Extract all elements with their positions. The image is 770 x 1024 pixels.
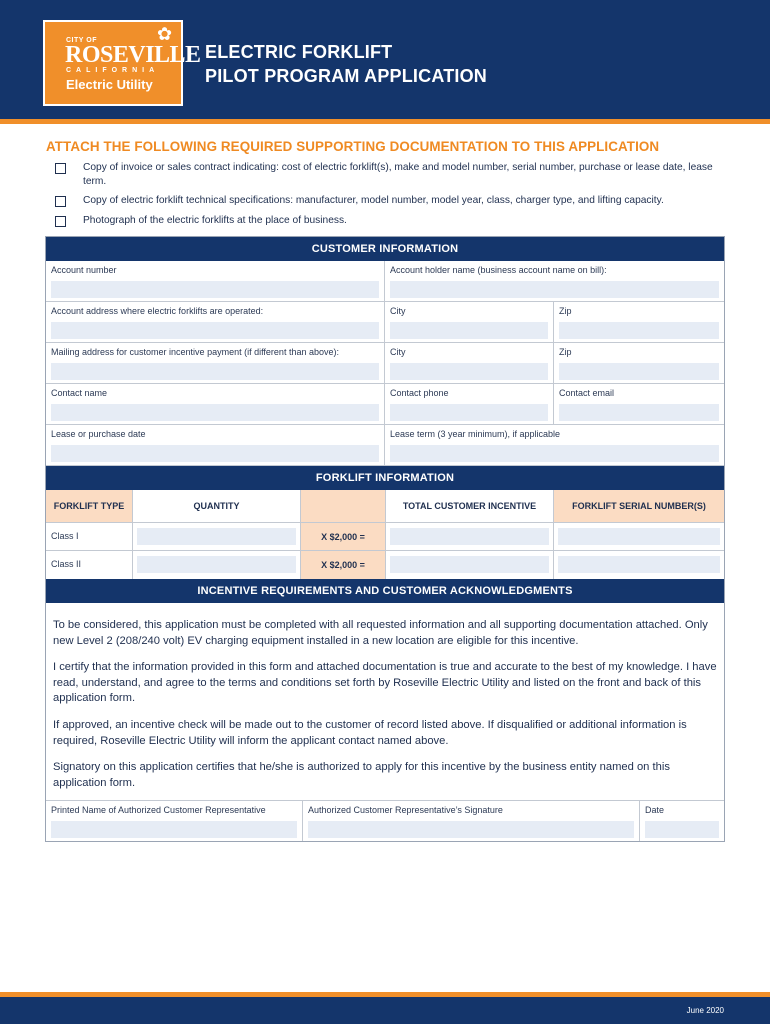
- contact-email-label: Contact email: [559, 388, 615, 398]
- forklift-type: Class II: [46, 551, 133, 579]
- serial-number-cell: [554, 523, 724, 550]
- zip-label: Zip: [559, 306, 572, 316]
- form-row: [46, 384, 724, 425]
- contact-email-cell: [554, 384, 724, 424]
- total-incentive-field[interactable]: [390, 556, 549, 573]
- title-line-1: ELECTRIC FORKLIFT: [205, 42, 393, 62]
- form-row: [46, 343, 724, 384]
- forklift-row-class-2: [46, 551, 724, 579]
- col-forklift-type: FORKLIFT TYPE: [46, 490, 133, 522]
- date-cell: [640, 801, 724, 841]
- printed-name-cell: [46, 801, 303, 841]
- contact-name-field[interactable]: [51, 404, 379, 421]
- lease-term-label: Lease term (3 year minimum), if applicable: [390, 429, 561, 439]
- printed-name-label: Printed Name of Authorized Customer Representative: [51, 805, 266, 816]
- total-incentive-field[interactable]: [390, 528, 549, 545]
- quantity-cell: [133, 523, 301, 550]
- header-accent-stripe: [0, 119, 770, 124]
- footer-bar: [0, 997, 770, 1024]
- account-holder-field[interactable]: [390, 281, 719, 298]
- total-incentive-cell: [386, 523, 554, 550]
- serial-number-field[interactable]: [558, 528, 720, 545]
- forklift-info-heading: FORKLIFT INFORMATION: [46, 466, 724, 490]
- forklift-row-class-1: [46, 523, 724, 551]
- checkbox-invoice[interactable]: [55, 163, 66, 174]
- lease-date-cell: [46, 425, 385, 465]
- col-quantity: QUANTITY: [133, 490, 301, 522]
- form-row: [46, 425, 724, 466]
- quantity-field[interactable]: [137, 528, 296, 545]
- acknowledgment-paragraph: If approved, an incentive check will be made out to the customer of record listed above. If disqualified or additional information is required, Roseville Electric Utility will inform the applicant contact named above.: [53, 718, 687, 747]
- form-row: [46, 302, 724, 343]
- signature-label: Authorized Customer Representative’s Signature: [308, 805, 503, 816]
- account-number-field[interactable]: [51, 281, 379, 298]
- attach-heading: ATTACH THE FOLLOWING REQUIRED SUPPORTING DOCUMENTATION TO THIS APPLICATION: [46, 139, 660, 154]
- col-serial-numbers: FORKLIFT SERIAL NUMBER(S): [554, 490, 724, 522]
- mailing-city-label: City: [390, 347, 406, 357]
- multiplier: X $2,000 =: [301, 523, 386, 550]
- quantity-field[interactable]: [137, 556, 296, 573]
- contact-phone-label: Contact phone: [390, 388, 449, 398]
- checkbox-photo[interactable]: [55, 216, 66, 227]
- logo-city-of: CITY OF: [66, 37, 97, 44]
- signature-field[interactable]: [308, 821, 634, 838]
- forklift-table-header: [46, 490, 724, 523]
- city-cell: [385, 302, 554, 342]
- acknowledgments-text: [46, 603, 724, 800]
- mailing-address-label: Mailing address for customer incentive payment (if different than above):: [51, 347, 339, 357]
- lease-term-cell: [385, 425, 724, 465]
- printed-name-field[interactable]: [51, 821, 297, 838]
- contact-phone-field[interactable]: [390, 404, 548, 421]
- attach-item-label: Copy of electric forklift technical specifications: manufacturer, model number, model year, class, charger type, and lifting capacity.: [83, 195, 664, 206]
- contact-name-cell: [46, 384, 385, 424]
- attach-item-label: Copy of invoice or sales contract indicating: cost of electric forklift(s), make and model number, serial number, purchase or lease date, lease term.: [83, 162, 713, 187]
- attach-item: [55, 161, 713, 189]
- account-number-label: Account number: [51, 265, 117, 275]
- account-holder-cell: [385, 261, 724, 301]
- quantity-cell: [133, 551, 301, 579]
- col-multiplier: [301, 490, 386, 522]
- incentive-requirements-heading: INCENTIVE REQUIREMENTS AND CUSTOMER ACKNOWLEDGMENTS: [46, 579, 724, 603]
- forklift-type: Class I: [46, 523, 133, 550]
- mailing-city-cell: [385, 343, 554, 383]
- account-holder-label: Account holder name (business account name on bill):: [390, 265, 607, 275]
- lease-date-label: Lease or purchase date: [51, 429, 146, 439]
- contact-phone-cell: [385, 384, 554, 424]
- zip-field[interactable]: [559, 322, 719, 339]
- lease-term-field[interactable]: [390, 445, 719, 462]
- acknowledgment-paragraph: To be considered, this application must be completed with all requested information and all supporting documentation attached. Only new Level 2 (208/240 volt) EV charging equipment installed in a new location are eligible for this incentive.: [53, 619, 708, 647]
- account-address-cell: [46, 302, 385, 342]
- mailing-zip-field[interactable]: [559, 363, 719, 380]
- city-label: City: [390, 306, 406, 316]
- roseville-logo: [43, 20, 201, 106]
- signature-cell: [303, 801, 640, 841]
- multiplier: X $2,000 =: [301, 551, 386, 579]
- lease-date-field[interactable]: [51, 445, 379, 462]
- customer-info-heading: CUSTOMER INFORMATION: [46, 237, 724, 261]
- serial-number-cell: [554, 551, 724, 579]
- attach-item-label: Photograph of the electric forklifts at the place of business.: [83, 215, 347, 226]
- mailing-address-cell: [46, 343, 385, 383]
- logo-state: CALIFORNIA: [66, 67, 160, 74]
- city-field[interactable]: [390, 322, 548, 339]
- page-title: [205, 40, 487, 88]
- contact-name-label: Contact name: [51, 388, 108, 398]
- date-field[interactable]: [645, 821, 719, 838]
- account-address-field[interactable]: [51, 322, 379, 339]
- zip-cell: [554, 302, 724, 342]
- mailing-city-field[interactable]: [390, 363, 548, 380]
- contact-email-field[interactable]: [559, 404, 719, 421]
- mailing-address-field[interactable]: [51, 363, 379, 380]
- revision-date: June 2020: [686, 1006, 724, 1015]
- signature-row: [46, 800, 724, 841]
- date-label: Date: [645, 805, 665, 816]
- application-form: [45, 236, 725, 842]
- col-total-incentive: TOTAL CUSTOMER INCENTIVE: [386, 490, 554, 522]
- rose-icon: ✿: [157, 24, 173, 44]
- mailing-zip-label: Zip: [559, 347, 572, 357]
- title-line-2: PILOT PROGRAM APPLICATION: [205, 66, 487, 86]
- checkbox-specs[interactable]: [55, 196, 66, 207]
- serial-number-field[interactable]: [558, 556, 720, 573]
- header-bar: [0, 0, 770, 119]
- mailing-zip-cell: [554, 343, 724, 383]
- acknowledgment-paragraph: Signatory on this application certifies that he/she is authorized to apply for this incentive by the business entity named on this application form.: [53, 761, 670, 789]
- account-address-label: Account address where electric forklifts are operated:: [51, 306, 264, 316]
- logo-name: ROSEVILLE: [65, 42, 201, 68]
- acknowledgment-paragraph: I certify that the information provided in this form and attached documentation is true and accurate to the best of my knowledge. I have read, understand, and agree to the terms and conditions set forth by Roseville Electric Utility and listed on the front and back of this application form.: [53, 661, 717, 705]
- account-number-cell: [46, 261, 385, 301]
- total-incentive-cell: [386, 551, 554, 579]
- attach-item: [55, 214, 713, 228]
- attach-item: [55, 194, 713, 208]
- logo-utility: Electric Utility: [66, 77, 153, 92]
- form-row: [46, 261, 724, 302]
